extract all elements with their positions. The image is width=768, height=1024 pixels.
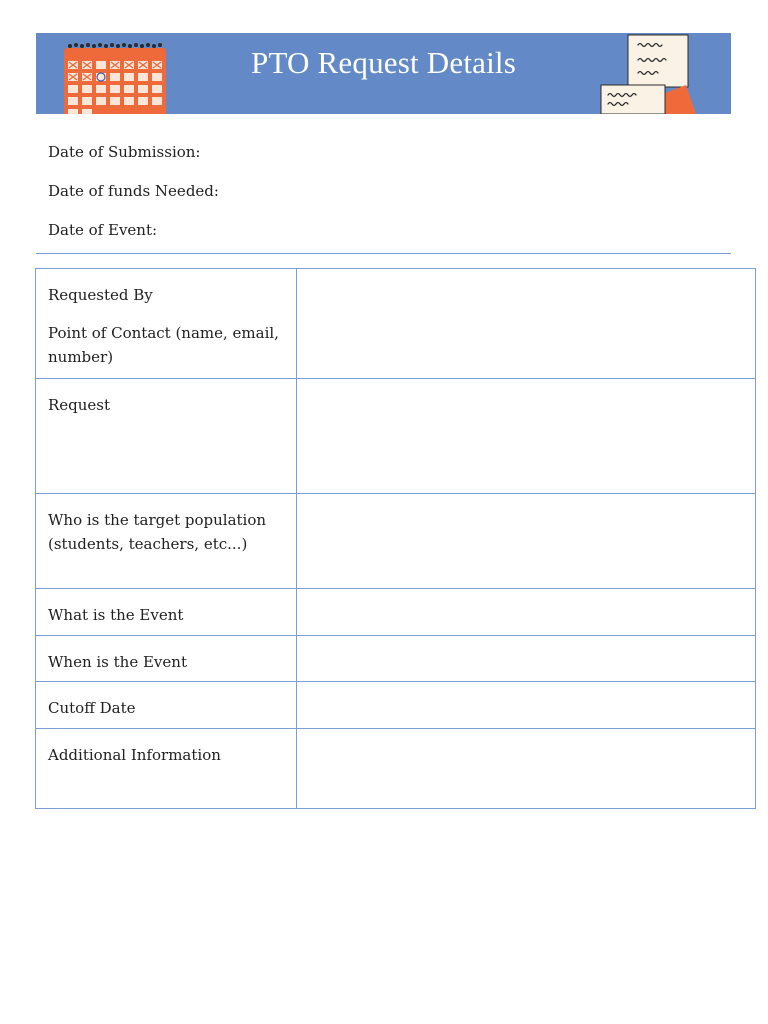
cutoff-date-field[interactable] xyxy=(297,682,756,729)
date-of-submission-label: Date of Submission: xyxy=(48,143,201,161)
target-population-label: Who is the target population (students, teachers, etc...) xyxy=(36,494,297,589)
request-form-table xyxy=(35,268,756,809)
point-of-contact-label: Point of Contact (name, email, number) xyxy=(48,324,279,366)
table-row xyxy=(36,379,756,494)
what-is-the-event-field[interactable] xyxy=(297,589,756,636)
table-row xyxy=(36,636,756,682)
table-row xyxy=(36,589,756,636)
cutoff-date-label: Cutoff Date xyxy=(36,682,297,729)
page-title: PTO Request Details xyxy=(251,45,516,80)
table-row xyxy=(36,269,756,379)
request-label: Request xyxy=(36,379,297,494)
target-population-field[interactable] xyxy=(297,494,756,589)
requested-by-label-cell xyxy=(36,269,297,379)
section-divider xyxy=(36,253,731,254)
request-field[interactable] xyxy=(297,379,756,494)
when-is-the-event-field[interactable] xyxy=(297,636,756,682)
date-of-funds-needed-label: Date of funds Needed: xyxy=(48,182,219,200)
date-of-event-label: Date of Event: xyxy=(48,221,158,239)
what-is-the-event-label: What is the Event xyxy=(36,589,297,636)
table-row xyxy=(36,729,756,809)
header-banner xyxy=(36,33,731,114)
table-row xyxy=(36,682,756,729)
when-is-the-event-label: When is the Event xyxy=(36,636,297,682)
table-row xyxy=(36,494,756,589)
additional-information-field[interactable] xyxy=(297,729,756,809)
requested-by-field[interactable] xyxy=(297,269,756,379)
additional-information-label: Additional Information xyxy=(36,729,297,809)
requested-by-label: Requested By xyxy=(48,286,153,304)
notes-icon xyxy=(598,33,698,114)
